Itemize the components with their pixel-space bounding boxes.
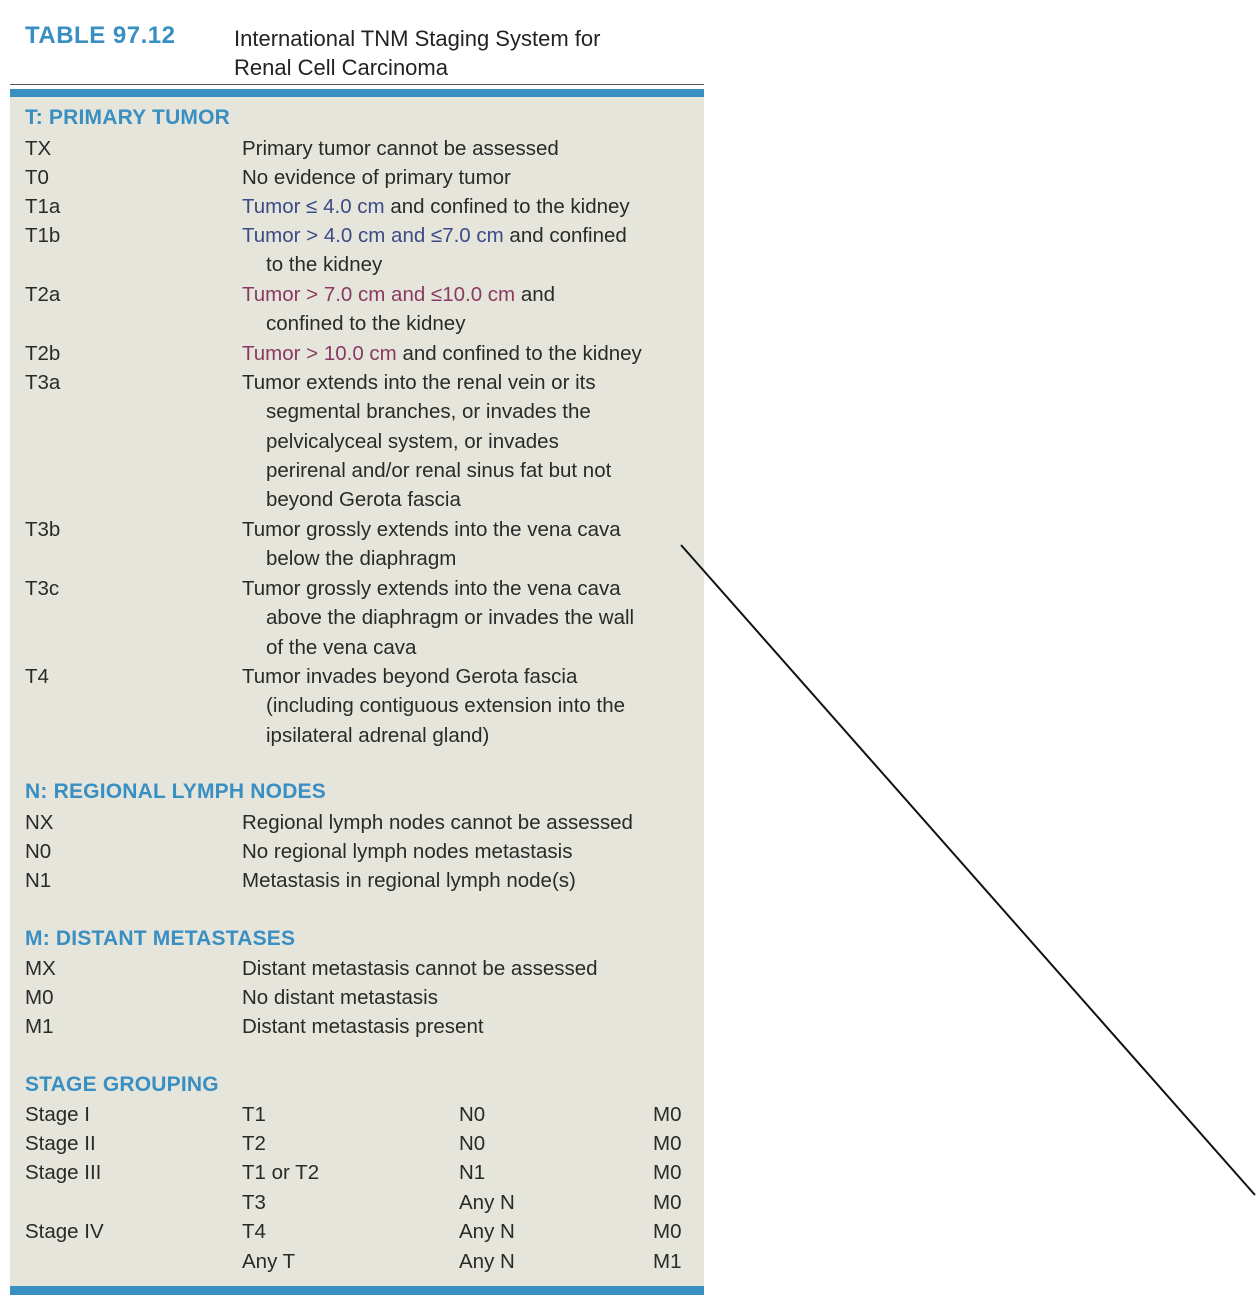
row-code: T4 xyxy=(25,665,49,688)
stage-m: M0 xyxy=(653,1161,682,1184)
stage-n: N0 xyxy=(459,1103,486,1126)
row-description: No distant metastasis xyxy=(242,986,438,1009)
description-continuation: (including contiguous extension into the xyxy=(266,694,625,718)
description-continuation: below the diaphragm xyxy=(266,547,457,571)
description-rest: and confined to the kidney xyxy=(384,195,630,218)
caption-title-line2: Renal Cell Carcinoma xyxy=(234,55,448,80)
table-caption-number: TABLE 97.12 xyxy=(25,22,176,49)
stage-t: Any T xyxy=(242,1250,296,1273)
stage-n: N0 xyxy=(459,1132,486,1155)
stage-m: M1 xyxy=(653,1250,682,1273)
stage-m: M0 xyxy=(653,1191,682,1214)
stage-n: Any N xyxy=(459,1220,515,1243)
stage-t: T1 xyxy=(242,1103,266,1126)
row-description: Primary tumor cannot be assessed xyxy=(242,137,559,160)
description-continuation: segmental branches, or invades the xyxy=(266,400,591,424)
description-rest: and confined to the kidney xyxy=(396,342,642,365)
stage-label: Stage I xyxy=(25,1103,90,1126)
row-code: T3a xyxy=(25,371,61,394)
caption-title-line1: International TNM Staging System for xyxy=(234,26,601,51)
row-code: N1 xyxy=(25,869,52,892)
stage-label: Stage III xyxy=(25,1161,102,1184)
row-code: MX xyxy=(25,957,56,980)
row-code: T2b xyxy=(25,342,61,365)
size-criterion: Tumor ≤ 4.0 cm xyxy=(242,195,385,218)
stage-m: M0 xyxy=(653,1132,682,1155)
row-description: Distant metastasis cannot be assessed xyxy=(242,957,598,980)
section-heading-metastases: M: DISTANT METASTASES xyxy=(25,927,296,950)
row-description: Tumor extends into the renal vein or its xyxy=(242,371,596,394)
stage-t: T2 xyxy=(242,1132,266,1155)
description-rest: and xyxy=(515,283,556,306)
row-code: T0 xyxy=(25,166,49,189)
row-code: T3b xyxy=(25,518,61,541)
description-continuation: beyond Gerota fascia xyxy=(266,488,461,512)
stage-t: T3 xyxy=(242,1191,266,1214)
size-criterion: Tumor > 10.0 cm xyxy=(242,342,397,365)
row-code: T1a xyxy=(25,195,61,218)
row-description: Distant metastasis present xyxy=(242,1015,484,1038)
description-continuation: above the diaphragm or invades the wall xyxy=(266,606,635,630)
row-description: Regional lymph nodes cannot be assessed xyxy=(242,811,633,834)
description-continuation: of the vena cava xyxy=(266,635,417,659)
row-description: Tumor grossly extends into the vena cava xyxy=(242,577,621,600)
section-heading-lymph-nodes: N: REGIONAL LYMPH NODES xyxy=(25,780,326,803)
row-code: T2a xyxy=(25,283,61,306)
description-continuation: perirenal and/or renal sinus fat but not xyxy=(266,458,612,482)
stage-m: M0 xyxy=(653,1103,682,1126)
row-code: T3c xyxy=(25,577,60,600)
stage-label: Stage IV xyxy=(25,1220,104,1243)
row-description: Tumor invades beyond Gerota fascia xyxy=(242,665,578,688)
stage-n: N1 xyxy=(459,1161,486,1184)
row-code: N0 xyxy=(25,840,52,863)
size-criterion: Tumor > 4.0 cm and ≤7.0 cm xyxy=(242,224,504,247)
annotation-line-stroke xyxy=(681,545,1255,1195)
section-heading-primary-tumor: T: PRIMARY TUMOR xyxy=(25,106,231,129)
description-continuation: pelvicalyceal system, or invades xyxy=(266,429,559,453)
row-code: T1b xyxy=(25,224,61,247)
row-code: NX xyxy=(25,811,54,834)
stage-m: M0 xyxy=(653,1220,682,1243)
row-description: Tumor grossly extends into the vena cava xyxy=(242,518,621,541)
description-continuation: ipsilateral adrenal gland) xyxy=(266,723,490,747)
row-code: M0 xyxy=(25,986,54,1009)
stage-t: T4 xyxy=(242,1220,266,1243)
stage-t: T1 or T2 xyxy=(242,1161,320,1184)
stage-n: Any N xyxy=(459,1250,515,1273)
row-description: No regional lymph nodes metastasis xyxy=(242,840,573,863)
row-description: No evidence of primary tumor xyxy=(242,166,511,189)
row-code: TX xyxy=(25,137,52,160)
description-continuation: to the kidney xyxy=(266,253,383,277)
section-heading-stage-grouping: STAGE GROUPING xyxy=(25,1073,219,1096)
stage-n: Any N xyxy=(459,1191,515,1214)
description-rest: and confined xyxy=(503,224,627,247)
description-continuation: confined to the kidney xyxy=(266,312,466,336)
row-code: M1 xyxy=(25,1015,54,1038)
row-description: Metastasis in regional lymph node(s) xyxy=(242,869,576,892)
size-criterion: Tumor > 7.0 cm and ≤10.0 cm xyxy=(242,283,516,306)
stage-label: Stage II xyxy=(25,1132,96,1155)
